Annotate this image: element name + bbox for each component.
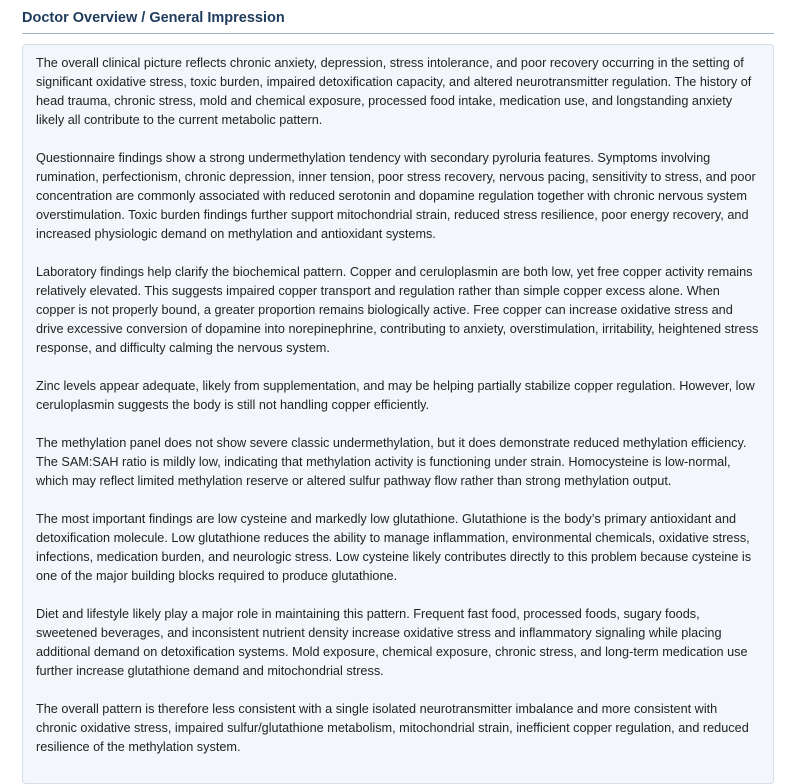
overview-paragraph-diet-lifestyle: Diet and lifestyle likely play a major role in maintaining this pattern. Frequent fast food, processed foods, sugary foods, sweetened beverages, and inconsistent nutrient density increase oxidative stress and inflammatory signaling while placing additional demand on detoxification systems. Mold exposure, chemical exposure, chronic stress, and long-term medication use further increase glutathione demand and mitochondrial stress. (36, 607, 748, 678)
section-divider (22, 33, 774, 34)
overview-paragraph-overall-pattern: The overall pattern is therefore less consistent with a single isolated neurotransmitter imbalance and more consistent with chronic oxidative stress, impaired sulfur/glutathione metabolism, mitochondrial strain, inefficient copper regulation, and reduced resilience of the methylation system. (36, 702, 749, 754)
overview-paragraph-laboratory: Laboratory findings help clarify the biochemical pattern. Copper and ceruloplasmin are both low, yet free copper activity remains relatively elevated. This suggests impaired copper transport and regulation rather than simple copper excess alone. When copper is not properly bound, a greater proportion remains biologically active. Free copper can increase oxidative stress and drive excessive conversion of dopamine into norepinephrine, contributing to anxiety, overstimulation, irritability, heightened stress response, and difficulty calming the nervous system. (36, 265, 759, 355)
section-header (22, 8, 774, 34)
overview-paragraph-glutathione: The most important findings are low cysteine and markedly low glutathione. Glutathione is the body’s primary antioxidant and detoxification molecule. Low glutathione reduces the ability to manage inflammation, environmental chemicals, oxidative stress, infections, medication burden, and neurologic stress. Low cysteine likely contributes directly to this problem because cysteine is one of the major building blocks required to produce glutathione. (36, 512, 752, 583)
overview-paragraph-questionnaire: Questionnaire findings show a strong undermethylation tendency with secondary pyroluria features. Symptoms involving rumination, perfectionism, chronic depression, inner tension, poor stress recovery, nervous pacing, sensitivity to stress, and poor concentration are commonly associated with reduced serotonin and dopamine regulation together with chronic nervous system overstimulation. Toxic burden findings further support mitochondrial strain, reduced stress resilience, poor energy recovery, and increased physiologic demand on methylation and antioxidant systems. (36, 151, 756, 241)
overview-paragraph-zinc: Zinc levels appear adequate, likely from supplementation, and may be helping partially stabilize copper regulation. However, low ceruloplasmin suggests the body is still not handling copper efficiently. (36, 379, 755, 412)
overview-panel (22, 44, 774, 784)
overview-paragraph-methylation: The methylation panel does not show severe classic undermethylation, but it does demonstrate reduced methylation efficiency. The SAM:SAH ratio is mildly low, indicating that methylation activity is functioning under strain. Homocysteine is low-normal, which may reflect limited methylation reserve or altered sulfur pathway flow rather than strong methylation output. (36, 436, 747, 488)
overview-paragraph-clinical-picture: The overall clinical picture reflects chronic anxiety, depression, stress intolerance, and poor recovery occurring in the setting of significant oxidative stress, toxic burden, impaired detoxification capacity, and altered neurotransmitter regulation. The history of head trauma, chronic stress, mold and chemical exposure, processed food intake, medication use, and longstanding anxiety likely all contribute to the current metabolic pattern. (36, 56, 752, 127)
section-title: Doctor Overview / General Impression (22, 10, 285, 26)
